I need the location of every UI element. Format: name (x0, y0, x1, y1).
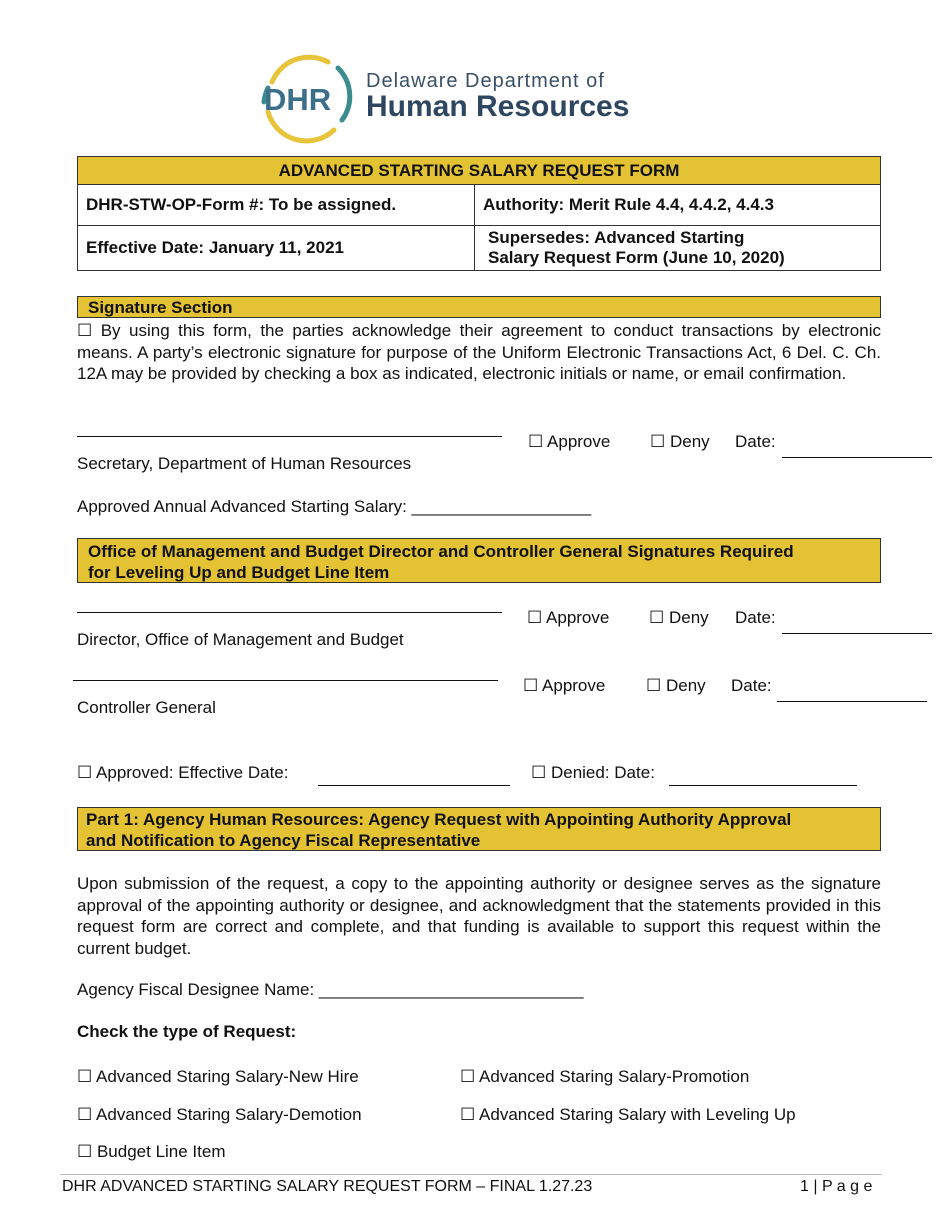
controller-approve-checkbox[interactable]: ☐ Approve (523, 676, 606, 695)
denied-checkbox[interactable]: ☐ Denied: Date: (531, 763, 655, 782)
approved-salary-field[interactable]: Approved Annual Advanced Starting Salary: ___________________ (77, 497, 592, 516)
secretary-signature-line[interactable] (77, 436, 502, 437)
option-leveling-up-checkbox[interactable]: ☐ Advanced Staring Salary with Leveling Up (460, 1105, 796, 1124)
omb-section-heading (77, 538, 881, 583)
option-promotion-checkbox[interactable]: ☐ Advanced Staring Salary-Promotion (460, 1067, 750, 1086)
controller-deny-checkbox[interactable]: ☐ Deny (646, 676, 706, 695)
director-date-label: Date: (735, 608, 776, 627)
footer-divider (60, 1174, 882, 1175)
part1-heading-line1: Part 1: Agency Human Resources: Agency Request with Appointing Authority Approval (86, 810, 792, 829)
secretary-date-label: Date: (735, 432, 776, 451)
option-new-hire-checkbox[interactable]: ☐ Advanced Staring Salary-New Hire (77, 1067, 359, 1086)
effective-date: Effective Date: January 11, 2021 (78, 226, 475, 271)
supersedes-line2: Salary Request Form (June 10, 2020) (488, 248, 785, 267)
secretary-title: Secretary, Department of Human Resources (77, 454, 412, 473)
footer-form-name: DHR ADVANCED STARTING SALARY REQUEST FORM – FINAL 1.27.23 (62, 1178, 593, 1195)
omb-heading-line1: Office of Management and Budget Director and Controller General Signatures Required (88, 542, 794, 561)
form-number: DHR-STW-OP-Form #: To be assigned. (78, 185, 475, 226)
footer-page-number: 1 | P a g e (800, 1178, 873, 1195)
supersedes-line1: Supersedes: Advanced Starting (488, 228, 745, 247)
part1-heading (77, 807, 881, 851)
logo-mark: DHR (264, 82, 332, 117)
part1-heading-line2: and Notification to Agency Fiscal Representative (86, 831, 481, 850)
dhr-logo (258, 54, 678, 144)
secretary-date-field[interactable] (782, 457, 932, 458)
check-type-heading: Check the type of Request: (77, 1022, 297, 1041)
part1-body: Upon submission of the request, a copy to the appointing authority or designee serves as the signature approval of the appointing authority or designee, and acknowledgment that the statements provided in this request form are correct and complete, and that funding is available to support this request within the current budget. (77, 874, 881, 958)
form-title: ADVANCED STARTING SALARY REQUEST FORM (78, 157, 881, 185)
option-demotion-checkbox[interactable]: ☐ Advanced Staring Salary-Demotion (77, 1105, 362, 1124)
director-date-field[interactable] (782, 633, 932, 634)
controller-title: Controller General (77, 698, 216, 717)
option-budget-line-item-checkbox[interactable]: ☐ Budget Line Item (77, 1142, 226, 1161)
controller-date-label: Date: (731, 676, 772, 695)
org-name-line1: Delaware Department of (366, 70, 605, 92)
authority: Authority: Merit Rule 4.4, 4.4.2, 4.4.3 (475, 185, 881, 226)
director-deny-checkbox[interactable]: ☐ Deny (649, 608, 709, 627)
fiscal-designee-field[interactable]: Agency Fiscal Designee Name: ____________________________ (77, 980, 584, 999)
director-approve-checkbox[interactable]: ☐ Approve (527, 608, 610, 627)
esign-consent-text[interactable]: ☐ By using this form, the parties acknowledge their agreement to conduct transactions by electronic means. A party’s electronic signature for purpose of the Uniform Electronic Transactions Act, 6 Del. C. Ch. 12A may be provided by checking a box as indicated, electronic initials or name, or email confirmation. (77, 321, 881, 383)
director-signature-line[interactable] (77, 612, 502, 613)
controller-date-field[interactable] (777, 701, 927, 702)
supersedes (475, 226, 881, 271)
director-title: Director, Office of Management and Budget (77, 630, 404, 649)
signature-section-heading: Signature Section (77, 296, 881, 318)
secretary-deny-checkbox[interactable]: ☐ Deny (650, 432, 710, 451)
controller-signature-line[interactable] (73, 680, 498, 681)
denied-date-field[interactable] (669, 785, 857, 786)
approved-effective-date-field[interactable] (318, 785, 510, 786)
approved-effective-checkbox[interactable]: ☐ Approved: Effective Date: (77, 763, 289, 782)
omb-heading-line2: for Leveling Up and Budget Line Item (88, 563, 390, 582)
form-header-table (77, 156, 881, 271)
org-name-line2: Human Resources (366, 90, 630, 123)
secretary-approve-checkbox[interactable]: ☐ Approve (528, 432, 611, 451)
